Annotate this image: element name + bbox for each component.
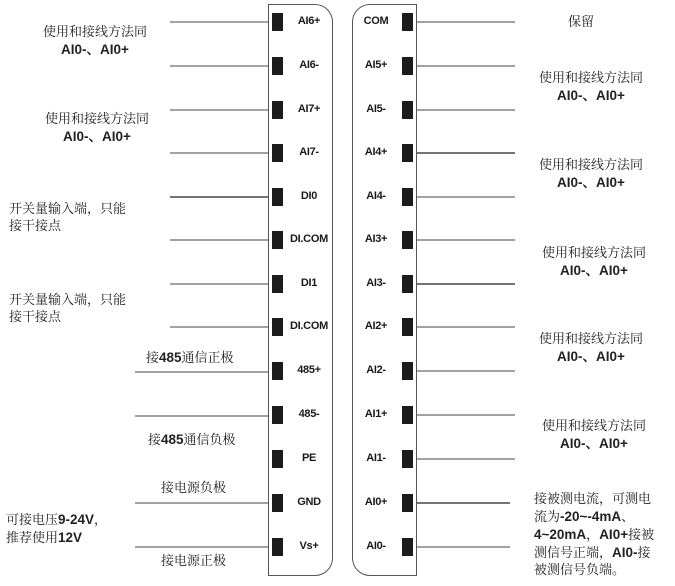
- pin-label: AI1+: [364, 408, 388, 420]
- pin-ai5-minus: [353, 100, 416, 120]
- pin-label: 485-: [298, 408, 320, 420]
- note-text-bold: 485: [159, 350, 182, 365]
- terminal-icon: [402, 13, 413, 31]
- pin-label: AI5-: [366, 103, 386, 115]
- pin-ai7-minus: [269, 143, 332, 163]
- pin-ai6-minus: [269, 56, 332, 76]
- pin-ai5-plus: [353, 56, 416, 76]
- note-ai6: [30, 24, 160, 58]
- terminal-icon: [402, 494, 413, 512]
- terminal-icon: [272, 188, 283, 206]
- note-text: 接干接点: [9, 219, 62, 234]
- note-text: 开关量输入端，只能: [9, 202, 127, 217]
- note-text: 推荐使用: [6, 531, 59, 546]
- terminal-icon: [272, 450, 283, 468]
- pin-label: AI5+: [364, 59, 388, 71]
- note-text-bold: AI0-、AI0+: [560, 436, 628, 451]
- pin-di-com-2: [269, 317, 332, 337]
- note-vs: [161, 553, 226, 570]
- pin-ai6-plus: [269, 12, 332, 32]
- note-text: 使用和接线方法同: [538, 71, 643, 86]
- pin-ai1-minus: [353, 449, 416, 469]
- terminal-icon: [402, 231, 413, 249]
- terminal-icon: [402, 144, 413, 162]
- pin-label: DI1: [300, 277, 318, 289]
- pin-label: AI3-: [366, 277, 386, 289]
- terminal-icon: [272, 13, 283, 31]
- right-terminal-block: [352, 4, 417, 576]
- note-text-bold: 4~20mA: [534, 527, 587, 542]
- note-text-bold: AI0-、AI0+: [61, 42, 129, 57]
- note-di1: [9, 292, 126, 326]
- pin-label: AI1-: [366, 452, 386, 464]
- pin-gnd: [269, 493, 332, 513]
- pin-pe: [269, 449, 332, 469]
- pin-label: AI0-: [366, 540, 386, 552]
- note-text: 使用和接线方法同: [541, 419, 646, 434]
- terminal-icon: [272, 144, 283, 162]
- pin-label: DI0: [300, 190, 318, 202]
- terminal-icon: [402, 406, 413, 424]
- note-text-bold: AI0+: [599, 527, 629, 542]
- note-text-bold: -20~-4mA: [560, 509, 622, 524]
- note-text: 使用和接线方法同: [538, 158, 643, 173]
- pin-label: AI2-: [366, 364, 386, 376]
- terminal-icon: [402, 450, 413, 468]
- pin-label: AI4+: [364, 146, 388, 158]
- note-text: 测信号正端，: [534, 546, 613, 561]
- note-com-reserved: [568, 14, 594, 31]
- terminal-icon: [402, 275, 413, 293]
- pin-label: AI2+: [364, 320, 388, 332]
- note-text: 使用和接线方法同: [541, 246, 646, 261]
- note-text: 接电源负极: [161, 481, 227, 496]
- terminal-icon: [272, 538, 283, 556]
- note-text: 流为: [534, 510, 561, 525]
- pin-485-minus: [269, 405, 332, 425]
- pin-ai3-minus: [353, 274, 416, 294]
- terminal-icon: [402, 362, 413, 380]
- note-text-bold: 9-24V: [58, 512, 95, 527]
- pin-ai2-minus: [353, 361, 416, 381]
- terminal-icon: [402, 101, 413, 119]
- note-text: 接电源正极: [161, 554, 227, 569]
- note-text: 保留: [568, 15, 595, 30]
- note-text: 接干接点: [9, 310, 62, 325]
- pin-label: Vs+: [299, 540, 319, 552]
- pin-label: AI0+: [364, 496, 388, 508]
- pin-label: AI6-: [299, 59, 319, 71]
- note-text: 、: [621, 510, 635, 525]
- pin-label: AI7+: [297, 103, 321, 115]
- note-text: ，: [94, 513, 108, 528]
- pin-di-com-1: [269, 230, 332, 250]
- note-485-positive: [146, 349, 234, 367]
- pin-ai2-plus: [353, 317, 416, 337]
- note-text: 开关量输入端，只能: [9, 293, 127, 308]
- pin-label: DI.COM: [290, 233, 328, 245]
- pin-ai0-minus: [353, 537, 416, 557]
- note-text: 通信正极: [181, 351, 234, 366]
- note-text-bold: AI0-: [612, 545, 638, 560]
- note-text: ，: [586, 528, 600, 543]
- note-text: 接被: [628, 528, 655, 543]
- pin-ai1-plus: [353, 405, 416, 425]
- note-text-bold: AI0-、AI0+: [557, 349, 625, 364]
- pin-ai3-plus: [353, 230, 416, 250]
- note-text-bold: 12V: [58, 530, 83, 545]
- note-text-bold: AI0-、AI0+: [560, 263, 628, 278]
- note-text: 通信负极: [183, 433, 236, 448]
- pin-485-plus: [269, 361, 332, 381]
- note-ai3: [524, 245, 664, 279]
- note-text: 接被测电流，可测电: [534, 492, 652, 507]
- note-ai1: [524, 418, 664, 452]
- pin-vs-plus: [269, 537, 332, 557]
- terminal-icon: [402, 538, 413, 556]
- pin-di1: [269, 274, 332, 294]
- note-text: 接: [148, 433, 162, 448]
- note-text: 使用和接线方法同: [44, 112, 149, 127]
- terminal-icon: [272, 57, 283, 75]
- note-485-negative: [148, 431, 236, 449]
- note-ai0-current: [534, 491, 654, 579]
- note-text: 接: [146, 351, 160, 366]
- pin-label: AI6+: [297, 15, 321, 27]
- pin-label: COM: [363, 15, 389, 27]
- note-ai2: [521, 331, 661, 365]
- note-text-bold: AI0-、AI0+: [63, 129, 131, 144]
- pin-ai0-plus: [353, 493, 416, 513]
- pin-label: AI4-: [366, 190, 386, 202]
- pin-ai7-plus: [269, 100, 332, 120]
- terminal-icon: [272, 101, 283, 119]
- pin-label: AI3+: [364, 233, 388, 245]
- pin-di0: [269, 187, 332, 207]
- pin-label: 485+: [297, 364, 321, 376]
- terminal-icon: [272, 318, 283, 336]
- note-text-bold: AI0-、AI0+: [557, 88, 625, 103]
- pin-label: GND: [297, 496, 321, 508]
- terminal-icon: [272, 231, 283, 249]
- note-text: 被测信号负端。: [534, 563, 626, 578]
- note-text-bold: 485: [161, 432, 184, 447]
- note-ai5: [521, 70, 661, 104]
- terminal-icon: [272, 362, 283, 380]
- left-terminal-block: [268, 4, 333, 576]
- pin-ai4-plus: [353, 143, 416, 163]
- note-text: 可接电压: [6, 513, 59, 528]
- terminal-icon: [272, 494, 283, 512]
- pin-label: DI.COM: [290, 320, 328, 332]
- terminal-icon: [402, 318, 413, 336]
- terminal-icon: [272, 406, 283, 424]
- note-power-supply: [6, 511, 107, 547]
- terminal-icon: [272, 275, 283, 293]
- pin-com: [353, 12, 416, 32]
- pin-label: AI7-: [299, 146, 319, 158]
- pin-ai4-minus: [353, 187, 416, 207]
- terminal-icon: [402, 188, 413, 206]
- note-text: 使用和接线方法同: [42, 25, 147, 40]
- note-ai7: [32, 111, 162, 145]
- pin-label: PE: [301, 452, 317, 464]
- note-ai4: [521, 157, 661, 191]
- note-text-bold: AI0-、AI0+: [557, 175, 625, 190]
- note-text: 接: [637, 546, 651, 561]
- note-text: 使用和接线方法同: [538, 332, 643, 347]
- note-gnd: [161, 480, 226, 497]
- terminal-icon: [402, 57, 413, 75]
- note-di0: [9, 201, 126, 235]
